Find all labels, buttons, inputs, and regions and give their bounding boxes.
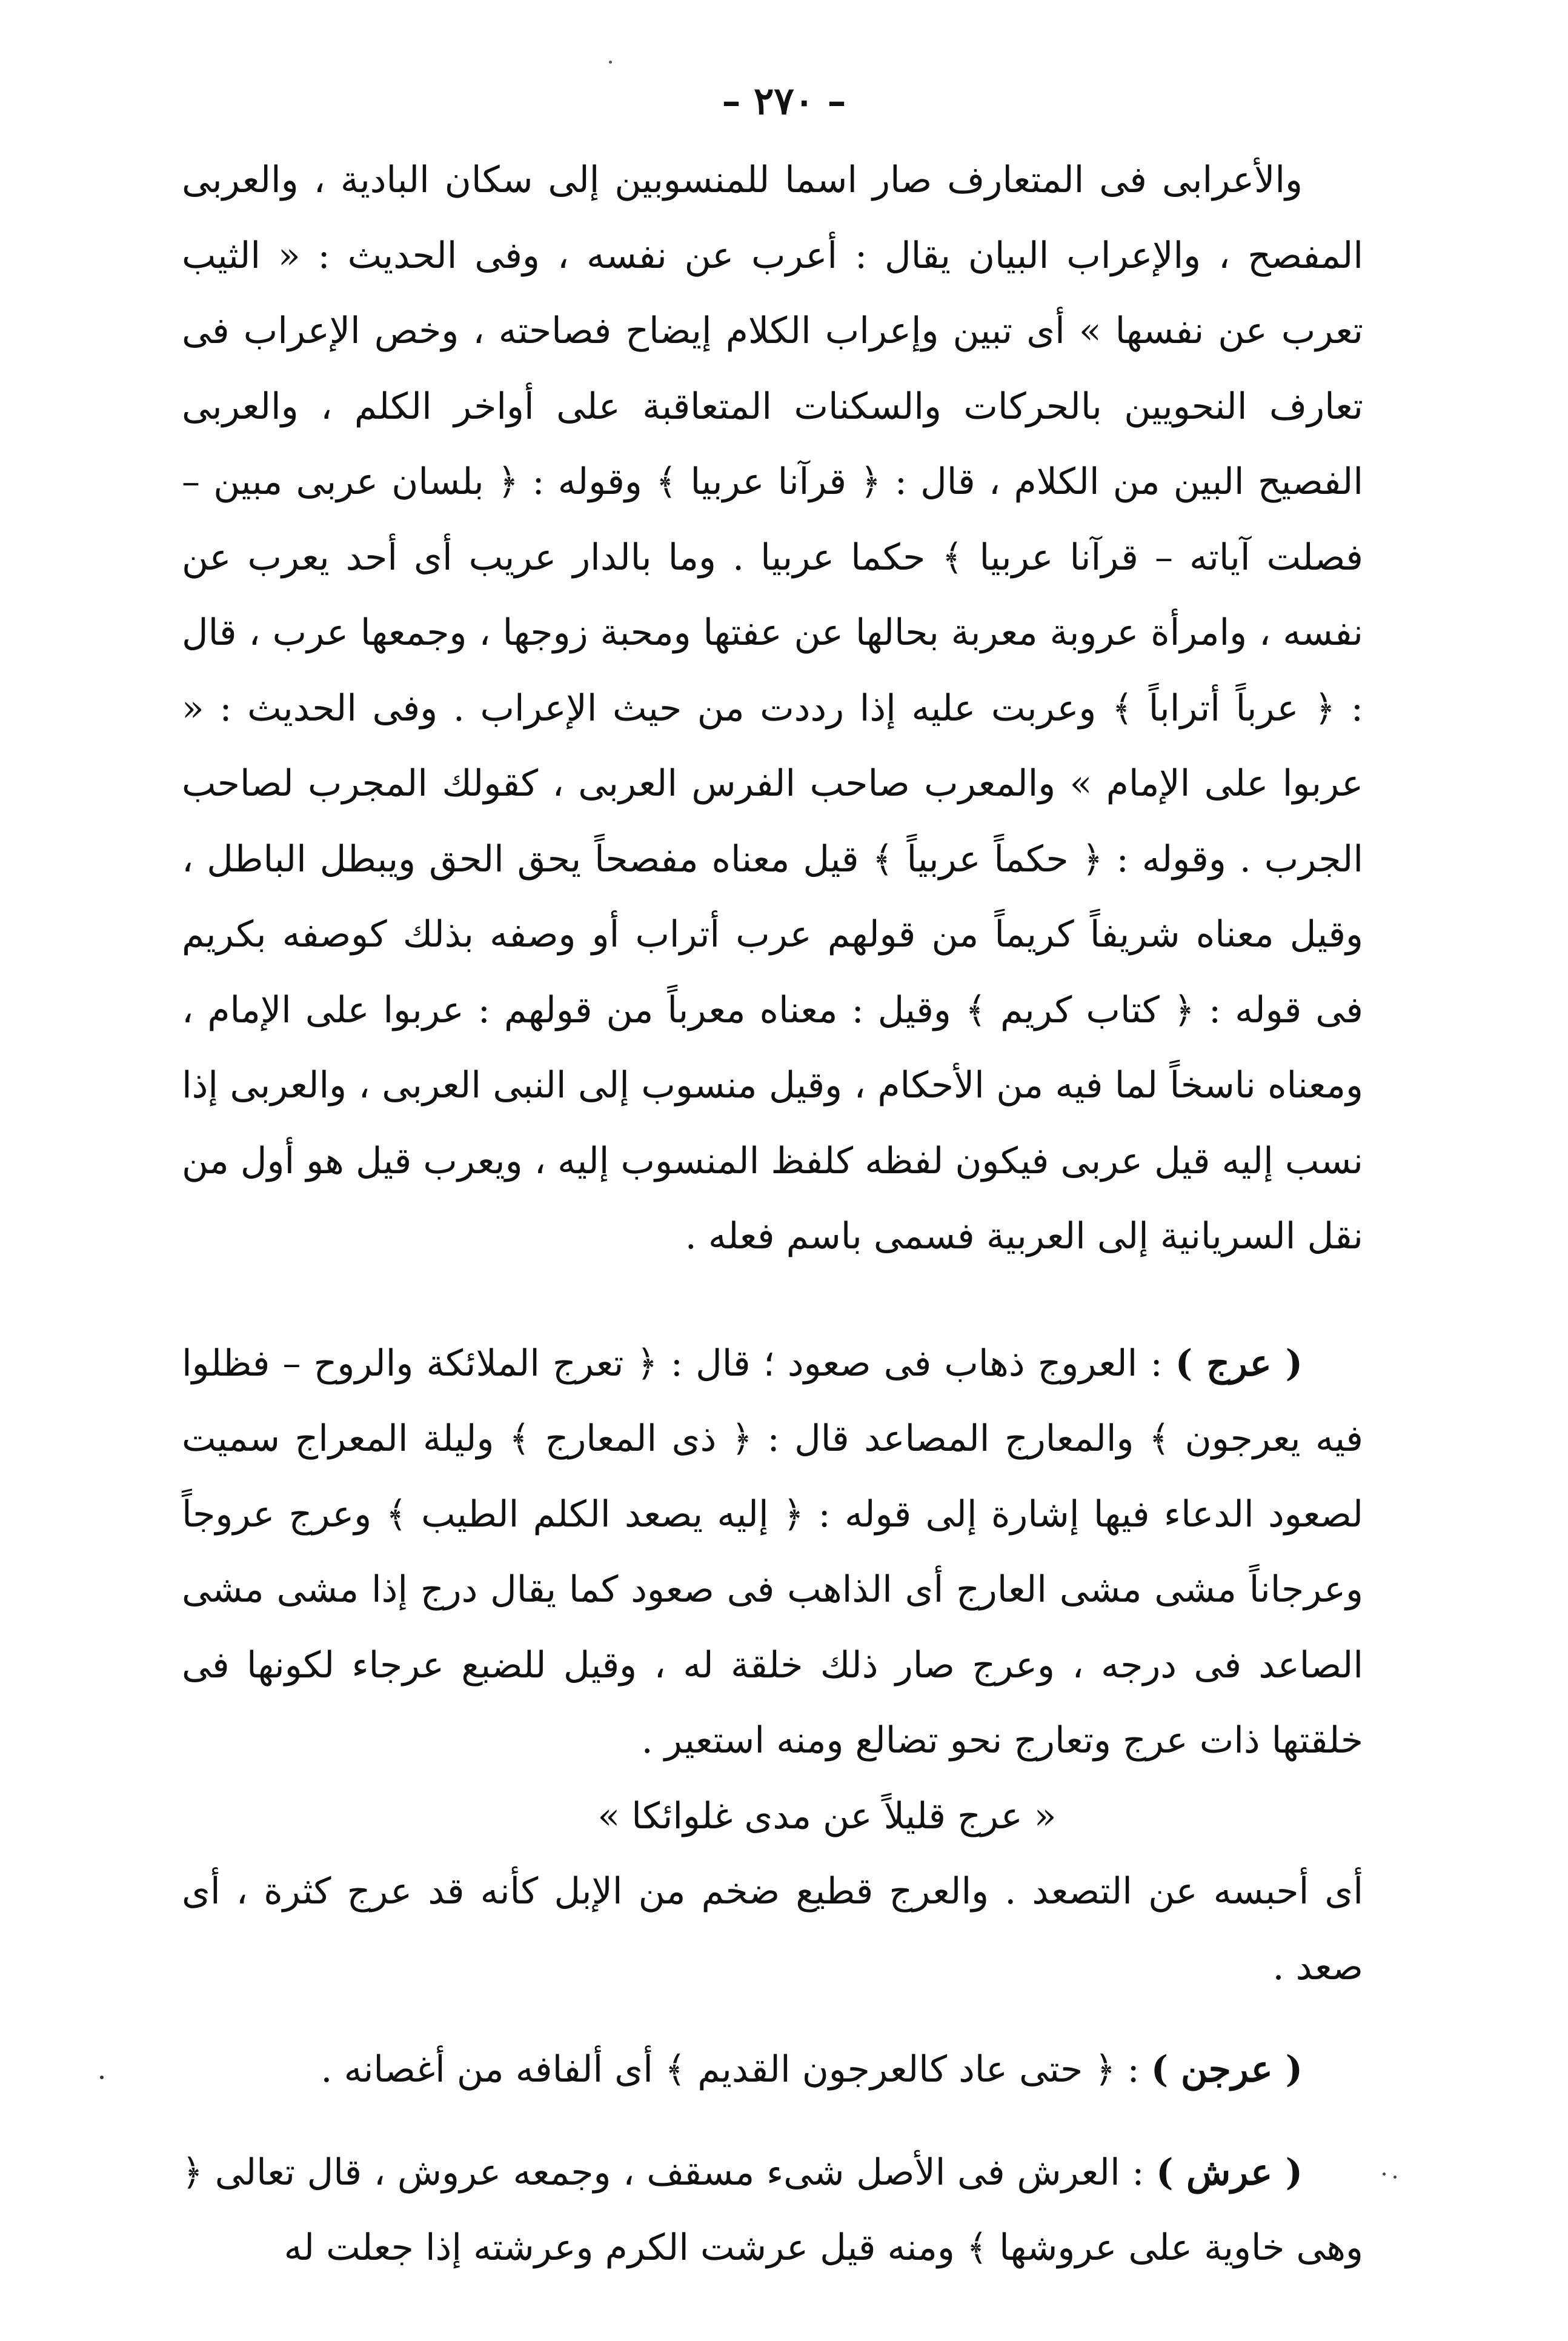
- entry-headword: ( عرجن ): [1151, 2048, 1303, 2091]
- main-text-column: [182, 142, 1363, 2286]
- paragraph-arj-continued: [182, 1854, 1363, 2005]
- ink-speck: [1383, 2173, 1386, 2176]
- ink-speck: [100, 2076, 104, 2079]
- paragraph-text: : العروج ذهاب فى صعود ؛ قال : ﴿ تعرج الملائكة والروح – فظلوا فيه يعرجون ﴾ والمعارج المصاعد قال : ﴿ ذى المعارج ﴾ وليلة المعراج سميت لصعود الدعاء فيها إشارة إلى قوله : ﴿ إليه يصعد الكلم الطيب ﴾ وعرج عروجاً وعرجاناً مشى مشى العارج أى الذاهب فى صعود كما يقال درج إذا مشى مشى الصاعد فى درجه ، وعرج صار ذلك خلقة له ، وقيل للضبع عرجاء لكونها فى خلقتها ذات عرج وتعارج نحو تضالع ومنه استعير .: [182, 1342, 1363, 1762]
- page-number: – ٢٧٠ –: [722, 79, 846, 123]
- entry-headword: ( عرش ): [1156, 2151, 1303, 2194]
- paragraph-text: : العرش فى الأصل شىء مسقف ، وجمعه عروش ، قال تعالى ﴿ وهى خاوية على عروشها ﴾ ومنه قيل عرشت الكرم وعرشته إذا جعلت له: [182, 2151, 1363, 2269]
- verse-quotation: « عرج قليلاً عن مدى غلوائكا »: [597, 1794, 1057, 1837]
- ink-speck: [1394, 2176, 1397, 2179]
- paragraph-entry-arsh: [182, 2135, 1363, 2286]
- paragraph-text: : ﴿ حتى عاد كالعرجون القديم ﴾ أى ألفافه من أغصانه .: [321, 2048, 1151, 2091]
- paragraph-entry-urjun: [182, 2032, 1363, 2108]
- entry-headword: ( عرج ): [1175, 1342, 1303, 1385]
- paragraph-entry-arj: [182, 1326, 1363, 1779]
- paragraph-text: والأعرابى فى المتعارف صار اسما للمنسوبين إلى سكان البادية ، والعربى المفصح ، والإعراب البيان يقال : أعرب عن نفسه ، وفى الحديث : « الثيب تعرب عن نفسها » أى تبين وإعراب الكلام إيضاح فصاحته ، وخص الإعراب فى تعارف النحويين بالحركات والسكنات المتعاقبة على أواخر الكلم ، والعربى الفصيح البين من الكلام ، قال : ﴿ قرآنا عربيا ﴾ وقوله : ﴿ بلسان عربى مبين – فصلت آياته – قرآنا عربيا ﴾ حكما عربيا . وما بالدار عريب أى أحد يعرب عن نفسه ، وامرأة عروبة معربة بحالها عن عفتها ومحبة زوجها ، وجمعها عرب ، قال : ﴿ عرباً أتراباً ﴾ وعربت عليه إذا رددت من حيث الإعراب . وفى الحديث : « عربوا على الإمام » والمعرب صاحب الفرس العربى ، كقولك المجرب لصاحب الجرب . وقوله : ﴿ حكماً عربياً ﴾ قيل معناه مفصحاً يحق الحق ويبطل الباطل ، وقيل معناه شريفاً كريماً من قولهم عرب أتراب أو وصفه بذلك كوصفه بكريم فى قوله : ﴿ كتاب كريم ﴾ وقيل : معناه معرباً من قولهم : عربوا على الإمام ، ومعناه ناسخاً لما فيه من الأحكام ، وقيل منسوب إلى النبى العربى ، والعربى إذا نسب إليه قيل عربى فيكون لفظه كلفظ المنسوب إليه ، ويعرب قيل هو أول من نقل السريانية إلى العربية فسمى باسم فعله .: [182, 159, 1363, 1257]
- paragraph-text: أى أحبسه عن التصعد . والعرج قطيع ضخم من الإبل كأنه قد عرج كثرة ، أى صعد .: [182, 1870, 1363, 1988]
- paragraph-arab-entry-continued: [182, 142, 1363, 1274]
- ink-speck: [609, 61, 612, 64]
